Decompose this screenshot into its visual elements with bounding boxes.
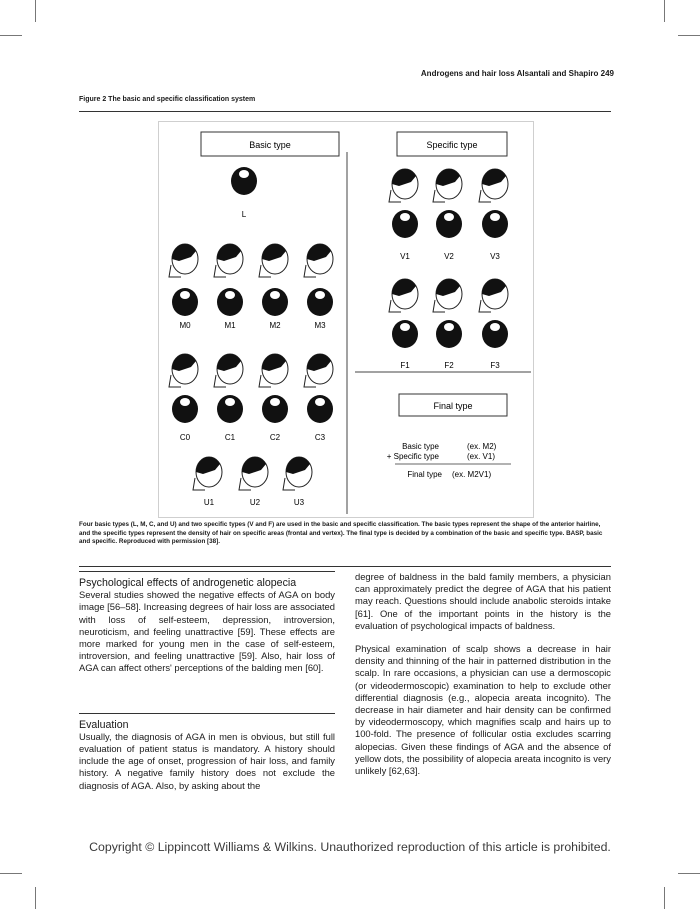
basic-m0-profile-icon bbox=[169, 244, 198, 277]
specific-v1-top-view-icon bbox=[392, 210, 418, 238]
specific-f3-top-view-icon bbox=[482, 320, 508, 348]
basic-c0-top-view-icon bbox=[172, 395, 198, 423]
basic-m3-top-view-icon bbox=[307, 288, 333, 316]
basic-u2-profile-icon bbox=[239, 457, 268, 490]
crop-mark bbox=[664, 0, 665, 22]
basic-u3-profile-icon bbox=[283, 457, 312, 490]
copyright-notice: Copyright © Lippincott Williams & Wilkins. Unauthorized reproduction of this article is prohibited. bbox=[89, 840, 611, 854]
basic-c2-profile-icon bbox=[259, 354, 288, 387]
basic-u3-label: U3 bbox=[293, 498, 305, 507]
basic-type-label: Basic type bbox=[249, 140, 291, 150]
basic-u1-profile-icon bbox=[193, 457, 222, 490]
left-column bbox=[79, 571, 335, 792]
basic-c1-label: C1 bbox=[224, 433, 236, 442]
section-title-psychological: Psychological effects of androgenetic alopecia bbox=[79, 577, 297, 589]
right-paragraph-1: degree of baldness in the bald family members, a physician can approximately predict the degree of AGA that his patient may reach. Questions should include anabolic steroids intake [61]. One of the important points in the history is the evaluation of psychological impacts of baldness. bbox=[355, 571, 611, 631]
section-rule bbox=[79, 571, 335, 572]
figure-top-rule bbox=[79, 111, 611, 112]
basic-m1-label: M1 bbox=[224, 321, 236, 330]
basic-m2-top-view-icon bbox=[262, 288, 288, 316]
formula-basic: Basic type bbox=[402, 442, 439, 451]
figure-diagram bbox=[159, 122, 533, 517]
specific-v3-profile-icon bbox=[479, 169, 508, 202]
basic-m3-label: M3 bbox=[314, 321, 326, 330]
formula-specific-example: (ex. V1) bbox=[467, 452, 496, 461]
figure-basp-classification bbox=[158, 121, 534, 518]
specific-f1-top-view-icon bbox=[392, 320, 418, 348]
basic-m3-profile-icon bbox=[304, 244, 333, 277]
head-drawings bbox=[169, 167, 508, 507]
basic-m2-label: M2 bbox=[269, 321, 281, 330]
basic-c1-top-view-icon bbox=[217, 395, 243, 423]
crop-mark bbox=[678, 873, 700, 874]
basic-m0-label: M0 bbox=[179, 321, 191, 330]
specific-v3-label: V3 bbox=[490, 252, 500, 261]
specific-v3-top-view-icon bbox=[482, 210, 508, 238]
basic-u1-label: U1 bbox=[203, 498, 215, 507]
formula-basic-example: (ex. M2) bbox=[467, 442, 497, 451]
crop-mark bbox=[35, 887, 36, 909]
basic-c3-label: C3 bbox=[314, 433, 326, 442]
specific-v1-profile-icon bbox=[389, 169, 418, 202]
evaluation-paragraph: Usually, the diagnosis of AGA in men is obvious, but still full evaluation of patient status is mandatory. A history should include the age of onset, progression of hair loss, and family history. A negative family history does not exclude the diagnosis of AGA. Also, by asking about the bbox=[79, 730, 335, 791]
formula-final: Final type bbox=[407, 470, 442, 479]
specific-v1-label: V1 bbox=[400, 252, 410, 261]
specific-f1-profile-icon bbox=[389, 279, 418, 312]
specific-v2-top-view-icon bbox=[436, 210, 462, 238]
formula-final-example: (ex. M2V1) bbox=[452, 470, 492, 479]
basic-u2-label: U2 bbox=[249, 498, 261, 507]
legend-bottom-rule bbox=[79, 566, 611, 567]
basic-m1-top-view-icon bbox=[217, 288, 243, 316]
basic-l-top-view-icon bbox=[231, 167, 257, 195]
specific-f2-top-view-icon bbox=[436, 320, 462, 348]
specific-f2-label: F2 bbox=[444, 361, 454, 370]
basic-c3-profile-icon bbox=[304, 354, 333, 387]
basic-m0-top-view-icon bbox=[172, 288, 198, 316]
figure-legend: Four basic types (L, M, C, and U) and two specific types (V and F) are used in the basic and specific classification. The basic types represent the shape of the anterior hairline, and the specific types represent the density of hair on specific areas (frontal and vertex). The final type is decided by a combination of the basic and specific type. BASP, basic and specific. Reproduced with permission [38]. bbox=[79, 521, 603, 545]
formula-specific: + Specific type bbox=[386, 452, 439, 461]
section-title-evaluation: Evaluation bbox=[79, 718, 129, 731]
specific-v2-label: V2 bbox=[444, 252, 454, 261]
basic-c3-top-view-icon bbox=[307, 395, 333, 423]
final-type-label: Final type bbox=[433, 401, 473, 411]
right-column bbox=[355, 571, 611, 777]
basic-c1-profile-icon bbox=[214, 354, 243, 387]
crop-mark bbox=[664, 887, 665, 909]
section-rule bbox=[79, 713, 335, 714]
basic-l-label: L bbox=[241, 210, 247, 219]
crop-mark bbox=[35, 0, 36, 22]
basic-m1-profile-icon bbox=[214, 244, 243, 277]
basic-m2-profile-icon bbox=[259, 244, 288, 277]
specific-f3-profile-icon bbox=[479, 279, 508, 312]
psychological-paragraph: Several studies showed the negative effects of AGA on body image [56–58]. Increasing degrees of hair loss are associated with loss of self-esteem, depression, introversion, neuroticism, and feeling unattractive [59]. These effects are more marked for young men in the case of self-esteem, introversion, and feeling unattractive [59]. Also, hair loss of AGA can affect others' perceptions of the balding men [60]. bbox=[79, 589, 335, 674]
specific-type-label: Specific type bbox=[426, 140, 478, 150]
crop-mark bbox=[0, 35, 22, 36]
basic-c2-label: C2 bbox=[269, 433, 281, 442]
crop-mark bbox=[0, 873, 22, 874]
specific-v2-profile-icon bbox=[433, 169, 462, 202]
basic-c0-label: C0 bbox=[179, 433, 191, 442]
basic-c0-profile-icon bbox=[169, 354, 198, 387]
running-head: Androgens and hair loss Alsantali and Shapiro 249 bbox=[420, 69, 614, 78]
right-paragraph-2: Physical examination of scalp shows a decrease in hair density and thinning of the hair in patterned distribution in the scalp. In rare occasions, a physician can use a dermoscopic (or videodermoscopic) examination to help to exclude other differential diagnosis (e.g., alopecia areata incognito). The decrease in hair diameter and hair density can be confirmed by videodermoscopy, which magnifies scalp and hairs up to 100-fold. The presence of follicular ostia excludes scarring alopecias. Given these findings of AGA and the absence of yellow dots, the possibility of alopecia areata incognito is very unlikely [62,63]. bbox=[355, 643, 611, 777]
specific-f1-label: F1 bbox=[400, 361, 410, 370]
crop-mark bbox=[678, 35, 700, 36]
specific-f3-label: F3 bbox=[490, 361, 500, 370]
formula bbox=[387, 442, 511, 479]
figure-title: Figure 2 The basic and specific classification system bbox=[79, 96, 256, 103]
basic-c2-top-view-icon bbox=[262, 395, 288, 423]
specific-f2-profile-icon bbox=[433, 279, 462, 312]
